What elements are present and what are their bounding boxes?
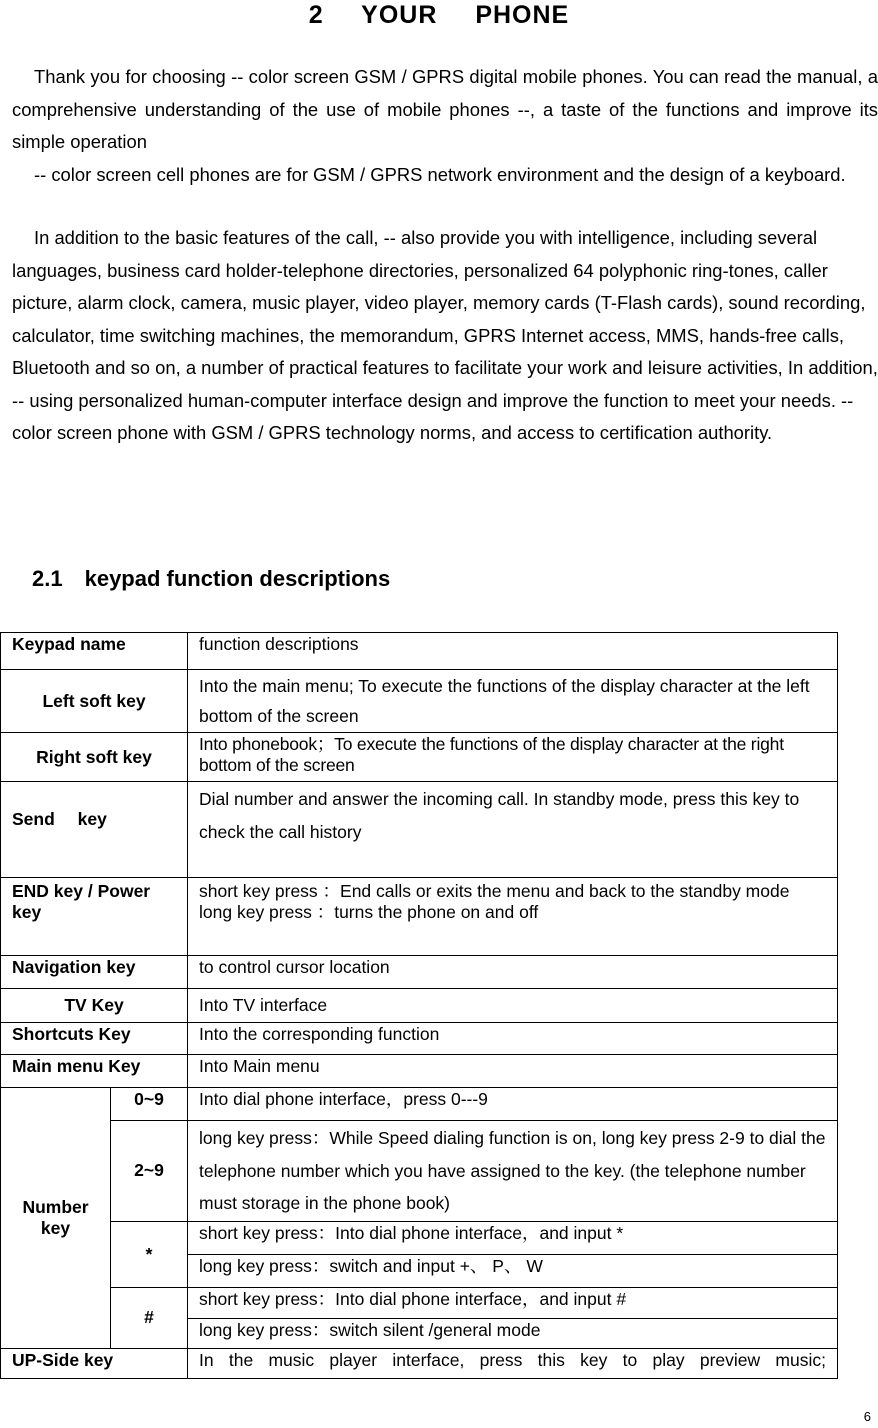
key-name-number: Number key bbox=[1, 1088, 111, 1349]
header-keypad-name: Keypad name bbox=[1, 633, 188, 670]
subkey-hash: # bbox=[111, 1287, 188, 1348]
section-heading bbox=[32, 562, 390, 596]
subkey-desc-0-9: Into dial phone interface，press 0---9 bbox=[188, 1088, 838, 1121]
key-desc-navigation: to control cursor location bbox=[188, 956, 838, 989]
key-desc-left-soft: Into the main menu; To execute the functions of the display character at the left bottom of the screen bbox=[188, 670, 838, 733]
section-number: 2.1 bbox=[32, 566, 63, 591]
table-row bbox=[1, 670, 838, 733]
intro-paragraph-1-text: Thank you for choosing -- color screen GSM / GPRS digital mobile phones. You can read the manual, a comprehensive understanding of the use of mobile phones --, a taste of the functions and improve its simple operation bbox=[12, 66, 878, 152]
key-name-send: Send key bbox=[1, 782, 188, 878]
chapter-title: 2 YOUR PHONE bbox=[308, 1, 570, 29]
end-key-short-press: short key press ：End calls or exits the menu and back to the standby mode bbox=[199, 881, 790, 901]
end-key-long-press: long key press ：turns the phone on and off bbox=[199, 902, 539, 922]
intro-paragraph-3-text: In addition to the basic features of the call, -- also provide you with intelligence, including several languages, business card holder-telephone directories, personalized 64 polyphonic ring-tones, caller picture, alarm clock, camera, music player, video player, memory cards (T-Flash cards), sound recording, calculator, time switching machines, the memorandum, GPRS Internet access, MMS, hands-free calls, Bluetooth and so on, a number of practical features to facilitate your work and leisure activities, In addition, -- using personalized human-computer interface design and improve the function to meet your needs. -- color screen phone with GSM / GPRS technology norms, and access to certification authority. bbox=[12, 227, 878, 443]
table-row bbox=[1, 878, 838, 956]
subkey-desc-hash-short: short key press：Into dial phone interface，and input # bbox=[188, 1287, 838, 1318]
key-name-left-soft: Left soft key bbox=[1, 670, 188, 733]
intro-paragraph-3 bbox=[12, 222, 878, 450]
subkey-star: * bbox=[111, 1221, 188, 1287]
subkey-2-9: 2~9 bbox=[111, 1121, 188, 1222]
table-row bbox=[1, 1287, 838, 1318]
key-name-navigation: Navigation key bbox=[1, 956, 188, 989]
table-row bbox=[1, 989, 838, 1023]
section-title: keypad function descriptions bbox=[84, 566, 391, 591]
key-desc-send: Dial number and answer the incoming call. In standby mode, press this key to check the call history bbox=[188, 782, 838, 878]
table-row bbox=[1, 1121, 838, 1222]
table-row bbox=[1, 782, 838, 878]
table-row bbox=[1, 733, 838, 782]
table-row bbox=[1, 1348, 838, 1378]
key-name-shortcuts: Shortcuts Key bbox=[1, 1023, 188, 1055]
key-name-up-side: UP-Side key bbox=[1, 1348, 188, 1378]
intro-paragraph-2 bbox=[12, 159, 878, 192]
intro-paragraph-1 bbox=[12, 61, 878, 159]
subkey-0-9: 0~9 bbox=[111, 1088, 188, 1121]
subkey-desc-2-9: long key press：While Speed dialing function is on, long key press 2-9 to dial the telephone number which you have assigned to the key. (the telephone number must storage in the phone book) bbox=[188, 1121, 838, 1222]
key-desc-end-power bbox=[188, 878, 838, 956]
keypad-function-table bbox=[0, 632, 838, 1379]
key-desc-right-soft: Into phonebook；To execute the functions of the display character at the right bottom of the screen bbox=[188, 733, 838, 782]
key-name-right-soft: Right soft key bbox=[1, 733, 188, 782]
table-row bbox=[1, 1221, 838, 1254]
key-desc-shortcuts: Into the corresponding function bbox=[188, 1023, 838, 1055]
key-desc-main-menu: Into Main menu bbox=[188, 1055, 838, 1088]
header-function-descriptions: function descriptions bbox=[188, 633, 838, 670]
table-row bbox=[1, 1055, 838, 1088]
subkey-desc-hash-long: long key press：switch silent /general mode bbox=[188, 1318, 838, 1348]
key-desc-up-side: In the music player interface, press this key to play preview music; bbox=[188, 1348, 838, 1378]
subkey-desc-star-long: long key press：switch and input +、 P、 W bbox=[188, 1254, 838, 1287]
key-desc-tv: Into TV interface bbox=[188, 989, 838, 1023]
key-name-main-menu: Main menu Key bbox=[1, 1055, 188, 1088]
table-row bbox=[1, 1023, 838, 1055]
subkey-desc-star-short: short key press：Into dial phone interface，and input * bbox=[188, 1221, 838, 1254]
key-name-end-power: END key / Power key bbox=[1, 878, 188, 956]
intro-paragraph-2-text: -- color screen cell phones are for GSM / GPRS network environment and the design of a keyboard. bbox=[34, 164, 846, 185]
key-name-tv: TV Key bbox=[1, 989, 188, 1023]
table-row bbox=[1, 956, 838, 989]
table-header-row bbox=[1, 633, 838, 670]
table-row bbox=[1, 1088, 838, 1121]
page-number: 6 bbox=[863, 1409, 871, 1424]
